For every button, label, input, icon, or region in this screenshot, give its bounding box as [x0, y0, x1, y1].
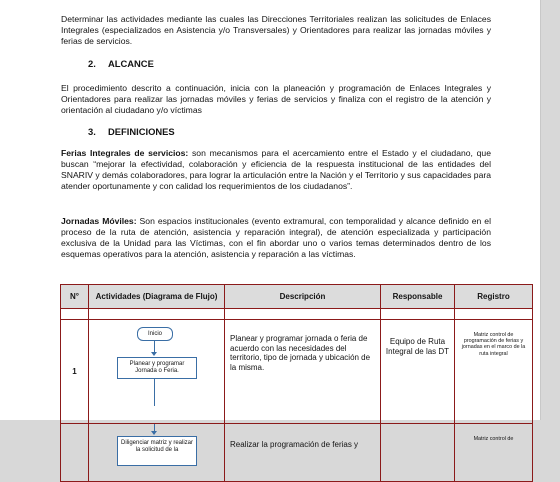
section-heading-definiciones	[88, 126, 175, 137]
table-header-row	[61, 285, 533, 309]
row-description: Planear y programar jornada o feria de acuerdo con las necesidades del territorio, tipo de jornada y ubicación de la misma.	[225, 320, 381, 424]
section-title: DEFINICIONES	[108, 126, 175, 137]
section-number: 2.	[88, 58, 96, 69]
flowchart-cell	[89, 320, 225, 424]
definition-text: Son espacios institucionales (evento extramural, con temporalidad y alcance definido en el proceso de la ruta de atención, asistencia y reparación integral), de atención especializada y participación exclusiva de la Unidad para las Víctimas, con el fin abordar uno o varios temas determinados dentro de los esquemas operativos para la atención, asistencia y reparación a las víctimas.	[61, 216, 491, 259]
definition-term: Jornadas Móviles:	[61, 216, 137, 226]
flowchart-arrow-icon	[151, 431, 157, 435]
table-spacer-row	[61, 309, 533, 320]
header-num: N°	[61, 285, 89, 309]
row-responsible	[381, 424, 455, 482]
row-record: Matriz control de	[455, 424, 533, 482]
flowchart-arrow-icon	[151, 352, 157, 356]
row-number	[61, 424, 89, 482]
flowchart-cell	[89, 424, 225, 482]
flowchart-connector	[154, 378, 155, 406]
definition-jornadas	[61, 216, 491, 260]
flowchart-start-node: Inicio	[137, 327, 173, 341]
table-row	[61, 320, 533, 424]
intro-paragraph: Determinar las actividades mediante las cuales las Direcciones Territoriales realizan las solicitudes de Enlaces Integrales (especializados en Asistencia y/o Transversales) y Orientadores para realizar las jornadas móviles y ferias de servicios.	[61, 14, 491, 46]
header-record: Registro	[455, 285, 533, 309]
row-responsible: Equipo de Ruta Integral de las DT	[381, 320, 455, 424]
section-number: 3.	[88, 126, 96, 137]
definition-text: son mecanismos para el acercamiento entre el Estado y el ciudadano, que buscan “mejorar la efectividad, colaboración y eficiencia de la respuesta institucional de las entidades del SNARIV y demás colaboradores, para lograr la articulación entre la Nación y el Territorio y sus capacidades para atender oportunamente y con calidad los requerimientos de los ciudadanos”.	[61, 148, 491, 191]
header-activities: Actividades (Diagrama de Flujo)	[89, 285, 225, 309]
definition-ferias	[61, 148, 491, 192]
table-row	[61, 424, 533, 482]
alcance-paragraph: El procedimiento descrito a continuación, inicia con la planeación y programación de Enlaces Integrales y Orientadores para realizar las jornadas móviles y ferias de servicios y finaliza con el registro de la atención y orientación al ciudadano y/o víctimas	[61, 83, 491, 115]
header-description: Descripción	[225, 285, 381, 309]
flowchart-process-node: Diligenciar matriz y realizar la solicitud de la	[117, 436, 197, 466]
section-heading-alcance	[88, 58, 154, 69]
row-number: 1	[61, 320, 89, 424]
row-record: Matriz control de programación de ferias y jornadas en el marco de la ruta integral	[455, 320, 533, 424]
section-title: ALCANCE	[108, 58, 154, 69]
row-description: Realizar la programación de ferias y	[225, 424, 381, 482]
flowchart-process-node: Planear y programar Jornada o Feria.	[117, 357, 197, 379]
header-responsible: Responsable	[381, 285, 455, 309]
procedure-table	[60, 284, 532, 482]
definition-term: Ferias Integrales de servicios:	[61, 148, 189, 158]
